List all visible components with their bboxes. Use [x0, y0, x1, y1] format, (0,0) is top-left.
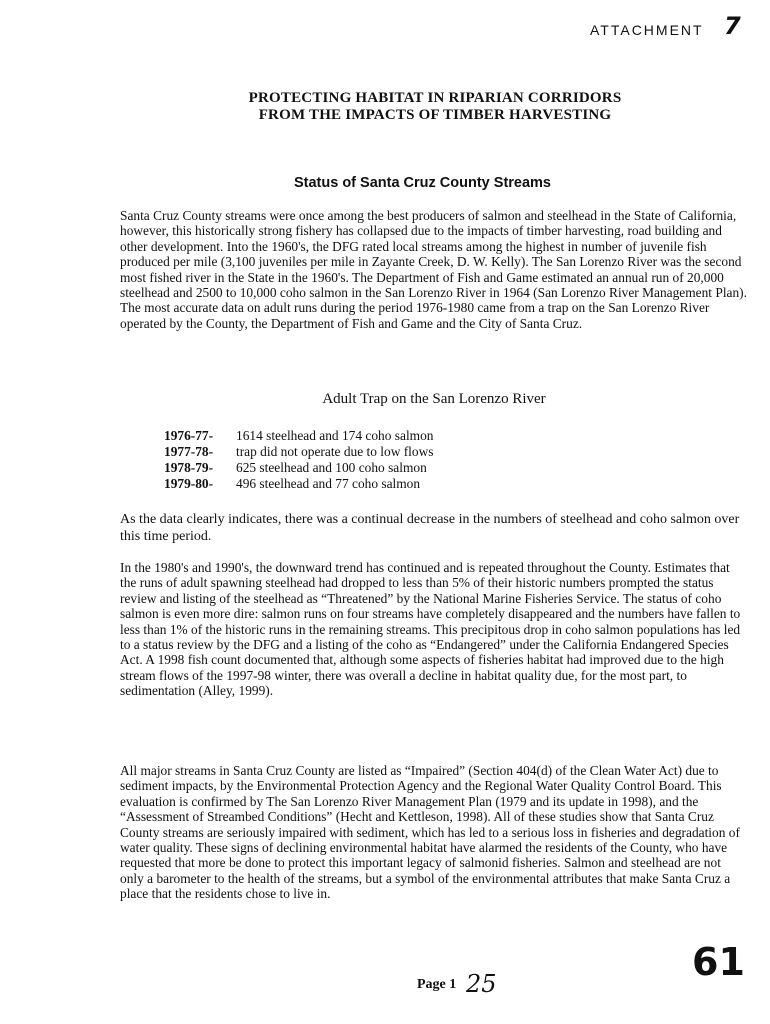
trap-row — [164, 444, 433, 460]
trap-year: 1979-80- — [164, 476, 214, 491]
trap-count: 625 steelhead and 100 coho salmon — [236, 460, 427, 475]
page-label: Page 1 — [417, 977, 457, 992]
trap-table-title: Adult Trap on the San Lorenzo River — [322, 391, 546, 407]
document-title-line2: FROM THE IMPACTS OF TIMBER HARVESTING — [258, 107, 612, 123]
paragraph-decrease: As the data clearly indicates, there was a continual decrease in the numbers of steelhead and coho salmon over this time period. — [120, 512, 740, 544]
handwritten-page-number: 25 — [466, 970, 497, 998]
trap-table — [164, 428, 433, 492]
trap-row — [164, 428, 433, 444]
trap-year: 1976-77- — [164, 428, 214, 443]
trap-count: 496 steelhead and 77 coho salmon — [236, 476, 421, 491]
paragraph-history: Santa Cruz County streams were once among the best producers of salmon and steelhead in the State of California, however, this historically strong fishery has collapsed due to the impacts of timber harvesting, road building and other development. Into the 1960's, the DFG rated local streams among the highest in number of juvenile fish produced per mile (3,100 juveniles per mile in Zayante Creek, D. W. Kelly). The San Lorenzo River was the second most fished river in the State in the 1960's. The Department of Fish and Game estimated an annual run of 20,000 steelhead and 2500 to 10,000 coho salmon in the San Lorenzo River in 1964 (San Lorenzo River Management Plan). The most accurate data on adult runs during the period 1976-1980 came from a trap on the San Lorenzo River operated by the County, the Department of Fish and Game and the City of Santa Cruz. — [120, 208, 747, 331]
section-heading: Status of Santa Cruz County Streams — [293, 175, 551, 191]
trap-count: trap did not operate due to low flows — [236, 444, 434, 459]
trap-count: 1614 steelhead and 174 coho salmon — [236, 428, 434, 443]
stamped-page-number: 61 — [692, 940, 745, 984]
document-title-line1: PROTECTING HABITAT IN RIPARIAN CORRIDORS — [248, 90, 622, 106]
paragraph-impaired-streams: All major streams in Santa Cruz County are listed as “Impaired” (Section 404(d) of the Clean Water Act) due to sediment impacts, by the Environmental Protection Agency and the Regional Water Quality Control Board. This evaluation is confirmed by The San Lorenzo River Management Plan (1979 and its update in 1998), and the “Assessment of Streambed Conditions” (Hecht and Kettleson, 1998). All of these studies show that Santa Cruz County streams are seriously impaired with sediment, which has led to a serious loss in fisheries and degradation of water quality. These signs of declining environmental habitat have alarmed the residents of the County, who have requested that more be done to protect this important legacy of salmonid fisheries. Salmon and steelhead are not only a barometer to the health of the streams, but a symbol of the environmental attributes that make Santa Cruz a place that the residents chose to live in. — [120, 763, 740, 902]
trap-year: 1978-79- — [164, 460, 214, 475]
paragraph-downward-trend: In the 1980's and 1990's, the downward trend has continued and is repeated throughout the County. Estimates that the runs of adult spawning steelhead had dropped to less than 5% of their historic numbers prompted the status review and listing of the steelhead as “Threatened” by the National Marine Fisheries Service. The status of coho salmon is even more dire: salmon runs on four streams have completely disappeared and the numbers have fallen to less than 1% of the historic runs in the remaining streams. This precipitous drop in coho salmon populations has led to a status review by the DFG and a listing of the coho as “Endangered” under the California Endangered Species Act. A 1998 fish count documented that, although some aspects of fisheries habitat had improved due to the high stream flows of the 1997-98 winter, there was overall a decline in habitat quality due, for the most part, to sedimentation (Alley, 1999). — [120, 560, 741, 699]
trap-year: 1977-78- — [164, 444, 214, 459]
trap-row — [164, 460, 433, 476]
attachment-label: ATTACHMENT — [590, 22, 704, 38]
trap-row — [164, 476, 433, 492]
attachment-number: 7 — [724, 12, 741, 40]
